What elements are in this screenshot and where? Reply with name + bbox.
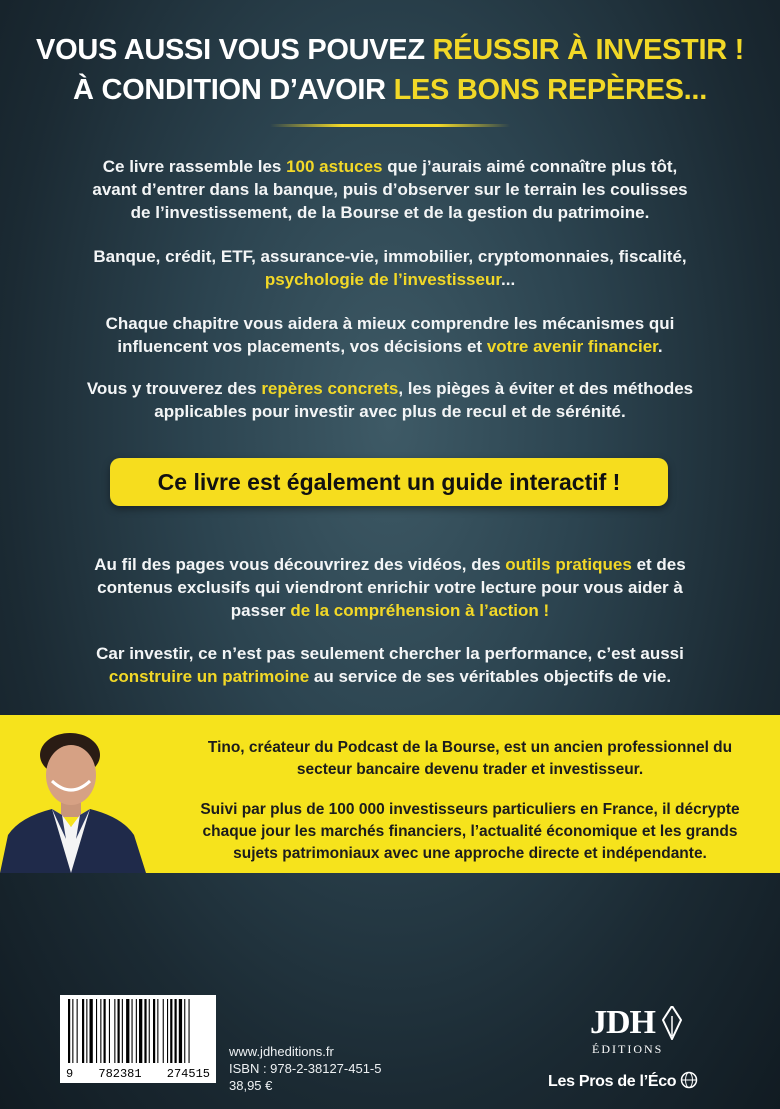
intro-paragraph-3: Chaque chapitre vous aidera à mieux comprendre les mécanismes qui influencent vos placements, vos décisions et votre avenir financier. — [105, 314, 675, 356]
outro-paragraph-2: Car investir, ce n’est pas seulement chercher la performance, c’est aussi construire un patrimoine au service de ses véritables objectifs de vie. — [96, 644, 684, 686]
author-bio-1: Tino, créateur du Podcast de la Bourse, est un ancien professionnel du secteur bancaire devenu trader et investisseur. — [207, 739, 733, 778]
gold-divider — [270, 124, 510, 127]
publisher-website: www.jdheditions.fr — [229, 1044, 334, 1059]
barcode-digits: 9 782381 274515 — [66, 1067, 210, 1081]
jdh-editions-logo: JDH ÉDITIONS — [590, 1004, 700, 1060]
author-band — [0, 715, 780, 873]
isbn: ISBN : 978-2-38127-451-5 — [229, 1061, 382, 1076]
barcode — [60, 995, 216, 1083]
intro-paragraph-1: Ce livre rassemble les 100 astuces que j’aurais aimé connaître plus tôt, avant d’entrer dans la banque, puis d’observer sur le terrain les coulisses de l’investissement, de la Bourse et de la gestion du patrimoine. — [92, 157, 688, 222]
author-bio-2: Suivi par plus de 100 000 investisseurs particuliers en France, il décrypte chaque jour les marchés financiers, l’actualité économique et les grands sujets patrimoniaux avec une approche directe et indépendante. — [200, 801, 740, 862]
interactive-guide-banner: Ce livre est également un guide interactif ! — [110, 458, 668, 506]
headline-line-2: À CONDITION D’AVOIR LES BONS REPÈRES... — [73, 74, 707, 106]
collection-logo: Les Pros de l’Éco — [548, 1071, 698, 1091]
headline — [0, 30, 780, 110]
outro-paragraph-1: Au fil des pages vous découvrirez des vidéos, des outils pratiques et des contenus exclusifs qui viendront enrichir votre lecture pour vous aider à passer de la compréhension à l’action ! — [94, 555, 686, 620]
author-photo — [0, 715, 155, 873]
headline-line-1: VOUS AUSSI VOUS POUVEZ RÉUSSIR À INVESTIR ! — [36, 34, 744, 66]
price: 38,95 € — [229, 1078, 273, 1093]
barcode-bars — [60, 999, 216, 1069]
intro-paragraph-2: Banque, crédit, ETF, assurance-vie, immobilier, cryptomonnaies, fiscalité, psychologie de l’investisseur... — [93, 247, 687, 289]
globe-icon — [680, 1071, 698, 1089]
intro-paragraph-4: Vous y trouverez des repères concrets, les pièges à éviter et des méthodes applicables pour investir avec plus de recul et de sérénité. — [86, 379, 694, 421]
pen-nib-icon — [662, 1006, 682, 1040]
